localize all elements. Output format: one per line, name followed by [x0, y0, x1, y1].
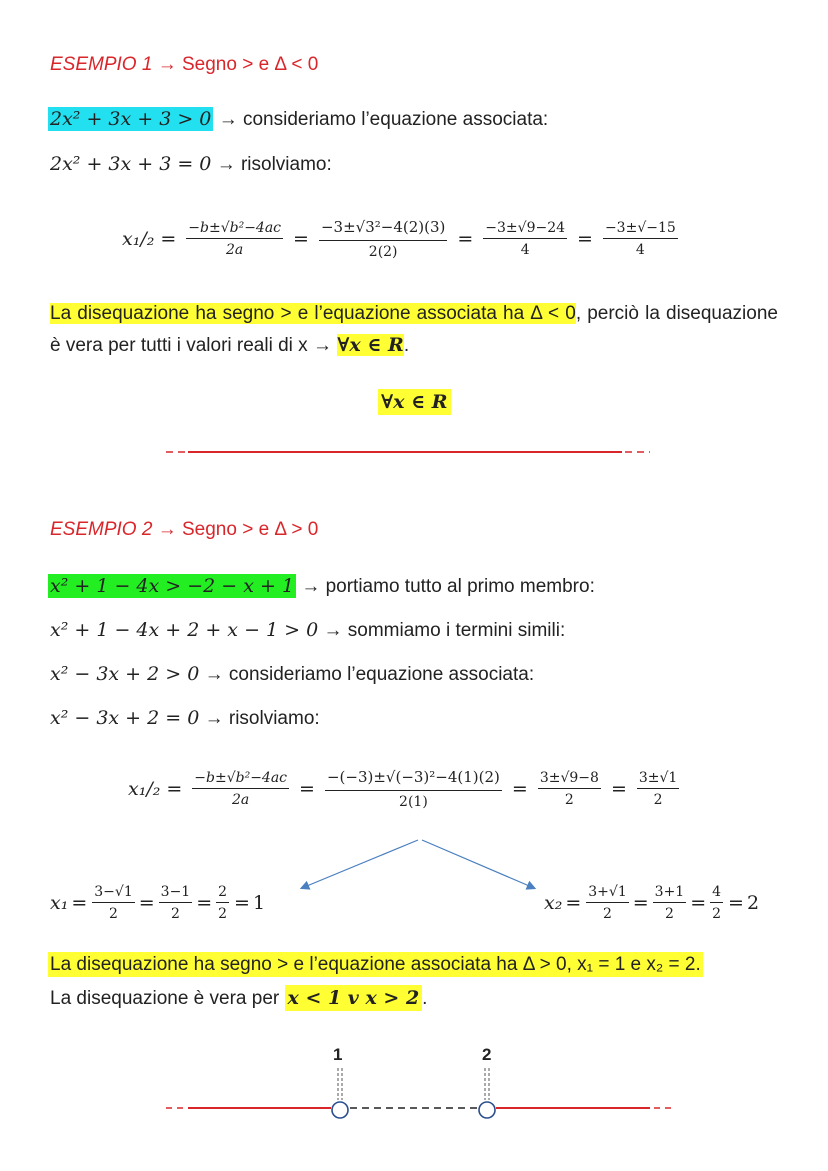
example2-step1: x² + 1 − 4x + 2 + x − 1 > 0 → sommiamo i termini simili: [50, 619, 566, 641]
fraction: $\frac{3-√1}{2}$ [94, 884, 133, 922]
fraction: $\frac{2}{2}$ [218, 884, 228, 922]
example1-number-line [160, 440, 660, 464]
number-line-label-1: 1 [333, 1045, 343, 1064]
branch-arrows [290, 836, 550, 896]
number-line-label-2: 2 [482, 1045, 492, 1064]
fraction: $\frac{\text{−3±√3²−4(2)(3)}}{2(2)}$ [320, 218, 446, 260]
example1-formula: x₁/₂ = $\frac{\text{−b±√b²−4ac}}{2a}$ = $\frac{\text{−3±√3²−4(2)(3)}}{2(2)}$ = $\frac{-3\pm√9-24}{4}$ = $\frac{-3\pm√-15}{4}$ [122, 218, 676, 260]
fraction: $\frac{3-1}{2}$ [160, 884, 191, 922]
example1-inequality-note: → consideriamo l’equazione associata: [218, 109, 549, 130]
example2-inequality-line [48, 575, 595, 598]
example1-equation: 2x² + 3x + 3 = 0 [50, 153, 212, 175]
example1-solution: ∀x ∈ R [378, 391, 451, 414]
example1-title: ESEMPIO 1 → Segno > e Δ < 0 [50, 54, 319, 75]
example1-inequality: 2x² + 3x + 3 > 0 [50, 108, 212, 130]
example2-inequality-note: → portiamo tutto al primo membro: [301, 576, 595, 597]
open-point-1 [332, 1102, 348, 1118]
fraction: $\frac{\text{−b±√b²−4ac}}{2a}$ [194, 770, 288, 808]
fraction: $\frac{3\pm√9-8}{2}$ [539, 770, 599, 808]
fraction: $\frac{4}{2}$ [712, 884, 722, 922]
example2-conclusion1: La disequazione ha segno > e l’equazione associata ha Δ > 0, x₁ = 1 e x₂ = 2. [50, 954, 701, 975]
example2-formula: x₁/₂ = $\frac{\text{−b±√b²−4ac}}{2a}$ = $\frac{\text{−(−3)±√(−3)²−4(1)(2)}}{2(1)}$ = $\frac{3\pm√9-8}{2}$ = $\frac{3\pm√1}{2}$ [128, 768, 678, 810]
fraction: $\frac{3+1}{2}$ [654, 884, 685, 922]
fraction: $\frac{3+√1}{2}$ [588, 884, 627, 922]
example2-inequality: x² + 1 − 4x > −2 − x + 1 [50, 575, 295, 597]
open-point-2 [479, 1102, 495, 1118]
example1-inequality-line [48, 108, 548, 131]
example1-equation-note: → risolviamo: [216, 154, 332, 175]
example1-equation-line [50, 153, 332, 176]
arrow-to-x2 [422, 840, 534, 888]
example2-title: ESEMPIO 2 → Segno > e Δ > 0 [50, 519, 319, 540]
example1-conclusion: La disequazione ha segno > e l’equazione associata ha Δ < 0, perciò la disequazione è vera per tutti i valori reali di x → ∀x ∈ R. [50, 303, 778, 356]
root-x1: x₁ = $\frac{3-√1}{2}$ = $\frac{3-1}{2}$ = $\frac{2}{2}$ = 1 [50, 884, 266, 922]
fraction: $\frac{\text{−b±√b²−4ac}}{2a}$ [188, 220, 282, 258]
root-x2: x₂ = $\frac{3+√1}{2}$ = $\frac{3+1}{2}$ = $\frac{4}{2}$ = 2 [544, 884, 760, 922]
fraction: $\frac{-3\pm√9-24}{4}$ [485, 220, 566, 258]
fraction: $\frac{3\pm√1}{2}$ [638, 770, 678, 808]
example2-conclusion2: La disequazione è vera per x < 1 v x > 2 . [50, 987, 428, 1009]
example2-step2: x² − 3x + 2 > 0 → consideriamo l’equazione associata: [50, 663, 535, 685]
fraction: $\frac{\text{−(−3)±√(−3)²−4(1)(2)}}{2(1)}$ [326, 768, 500, 810]
example2-step3: x² − 3x + 2 = 0 → risolviamo: [50, 707, 320, 729]
fraction: $\frac{-3\pm√-15}{4}$ [604, 220, 676, 258]
example2-number-line [160, 1064, 680, 1128]
arrow-to-x1 [302, 840, 418, 888]
